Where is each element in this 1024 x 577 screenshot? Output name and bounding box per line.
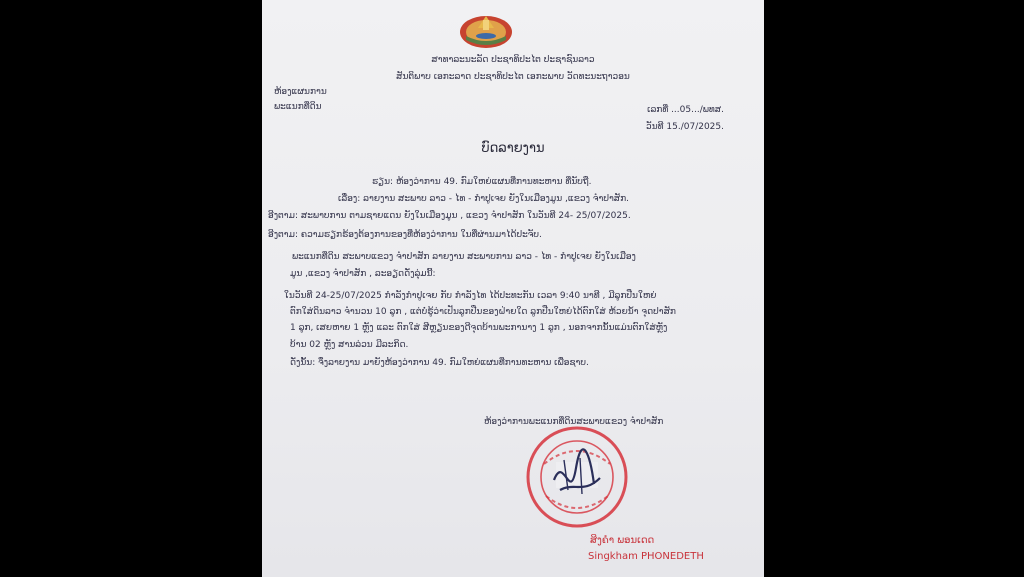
intro-line-2: ມູນ ,ແຂວງ ຈຳປາສັກ , ລະອຽດດັ່ງລຸ່ມນີ້: [290,269,436,279]
department-line-2: ພະແນກທີ່ດິນ [274,102,322,112]
paragraph-line-1: ໃນວັນທີ 24-25/07/2025 ກຳລັງກຳປູເຈຍ ກັບ ກຳລັງໄທ ໄດ້ປະທະກັນ ເວລາ 9:40 ນາທີ , ມີລູກປືນໃຫຍ່ [284,291,657,301]
reference-number: ເລກທີ່ ...05.../ພທສ. [647,105,724,115]
to-line: ຮຽນ: ຫ້ອງວ່າການ 49. ກົມໃຫຍ່ແຜນທີ່ການທະຫານ ທີ່ນັບຖື. [372,177,592,187]
document-title: ບົດລາຍງານ [481,141,545,156]
paragraph-line-2: ຕົກໃສ່ດິນລາວ ຈຳນວນ 10 ລູກ , ແຕ່ບໍ່ຮູ້ວ່າເປັນລູກປືນຂອງຝ່າຍໃດ ລູກປືນໃຫຍ່ໄດ້ຕົກໃສ່ ຫ້ວຍນ້ຳ ຈຸດປາສັກ [290,307,676,317]
paragraph-line-3: 1 ລູກ, ເສຍຫາຍ 1 ຫຼັງ ແລະ ຕົກໃສ່ ສີຫຼຽນຂອງດີຈຸດບ້ານພະການາງ 1 ລູກ , ນອກຈາກນັ້ນແມ່ນຕົກໃສ່ຫຼັງ [290,323,668,333]
reference-date: ວັນທີ 15./07/2025. [646,122,724,132]
paragraph-line-4: ບ້ານ 02 ຫຼັງ ສານລ່ວນ ມີລະກິດ. [290,340,409,350]
official-stamp-icon [524,424,630,530]
intro-line-1: ພະແນກທີ່ດິນ ສະພາບແຂວງ ຈຳປາສັກ ລາຍງານ ສະພາບການ ລາວ - ໄທ - ກຳປູເຈຍ ຍັງໃນເມືອງ [292,252,636,262]
subject-line: ເລື່ອງ: ລາຍງານ ສະພາບ ລາວ - ໄທ - ກຳປູເຈຍ ຍັງໃນເມືອງມູນ ,ແຂວງ ຈຳປາສັກ. [338,194,630,204]
closing-line: ດັ່ງນັ້ນ: ຈຶ່ງລາຍງານ ມາຍັງຫ້ອງວ່າການ 49. ກົມໃຫຍ່ແຜນທີ່ການທະຫານ ເພື່ອຊາບ. [290,358,589,368]
document-page [262,0,764,577]
signatory-name-lao: ສິງຄຳ ພອນເດດ [590,535,655,546]
lao-national-emblem-icon [456,6,516,50]
header-national-title: ສາທາລະນະລັດ ປະຊາທິປະໄຕ ປະຊາຊົນລາວ [431,55,595,65]
basis-line-1: ອີງຕາມ: ສະພາບການ ຕາມຊາຍແດນ ຍັງໃນເມືອງມູນ , ແຂວງ ຈຳປາສັກ ໃນວັນທີ 24- 25/07/2025. [268,211,631,221]
signoff-office: ຫ້ອງວ່າການພະແນກທີ່ດິນສະພາບແຂວງ ຈຳປາສັກ [484,417,664,427]
department-line-1: ຫ້ອງແຜນການ [274,87,327,97]
basis-line-2: ອີງຕາມ: ຄວາມຮຽກຮ້ອງຕ້ອງການຂອງທີ່ຫ້ອງວ່າການ ໃນທີ່ຜ່ານມາໄດ້ປະຈັບ. [268,230,542,240]
signatory-name-latin: Singkham PHONEDETH [588,551,704,562]
header-motto: ສັນຕິພາບ ເອກະລາດ ປະຊາທິປະໄຕ ເອກະພາບ ວັດທະນະຖາວອນ [396,72,630,82]
